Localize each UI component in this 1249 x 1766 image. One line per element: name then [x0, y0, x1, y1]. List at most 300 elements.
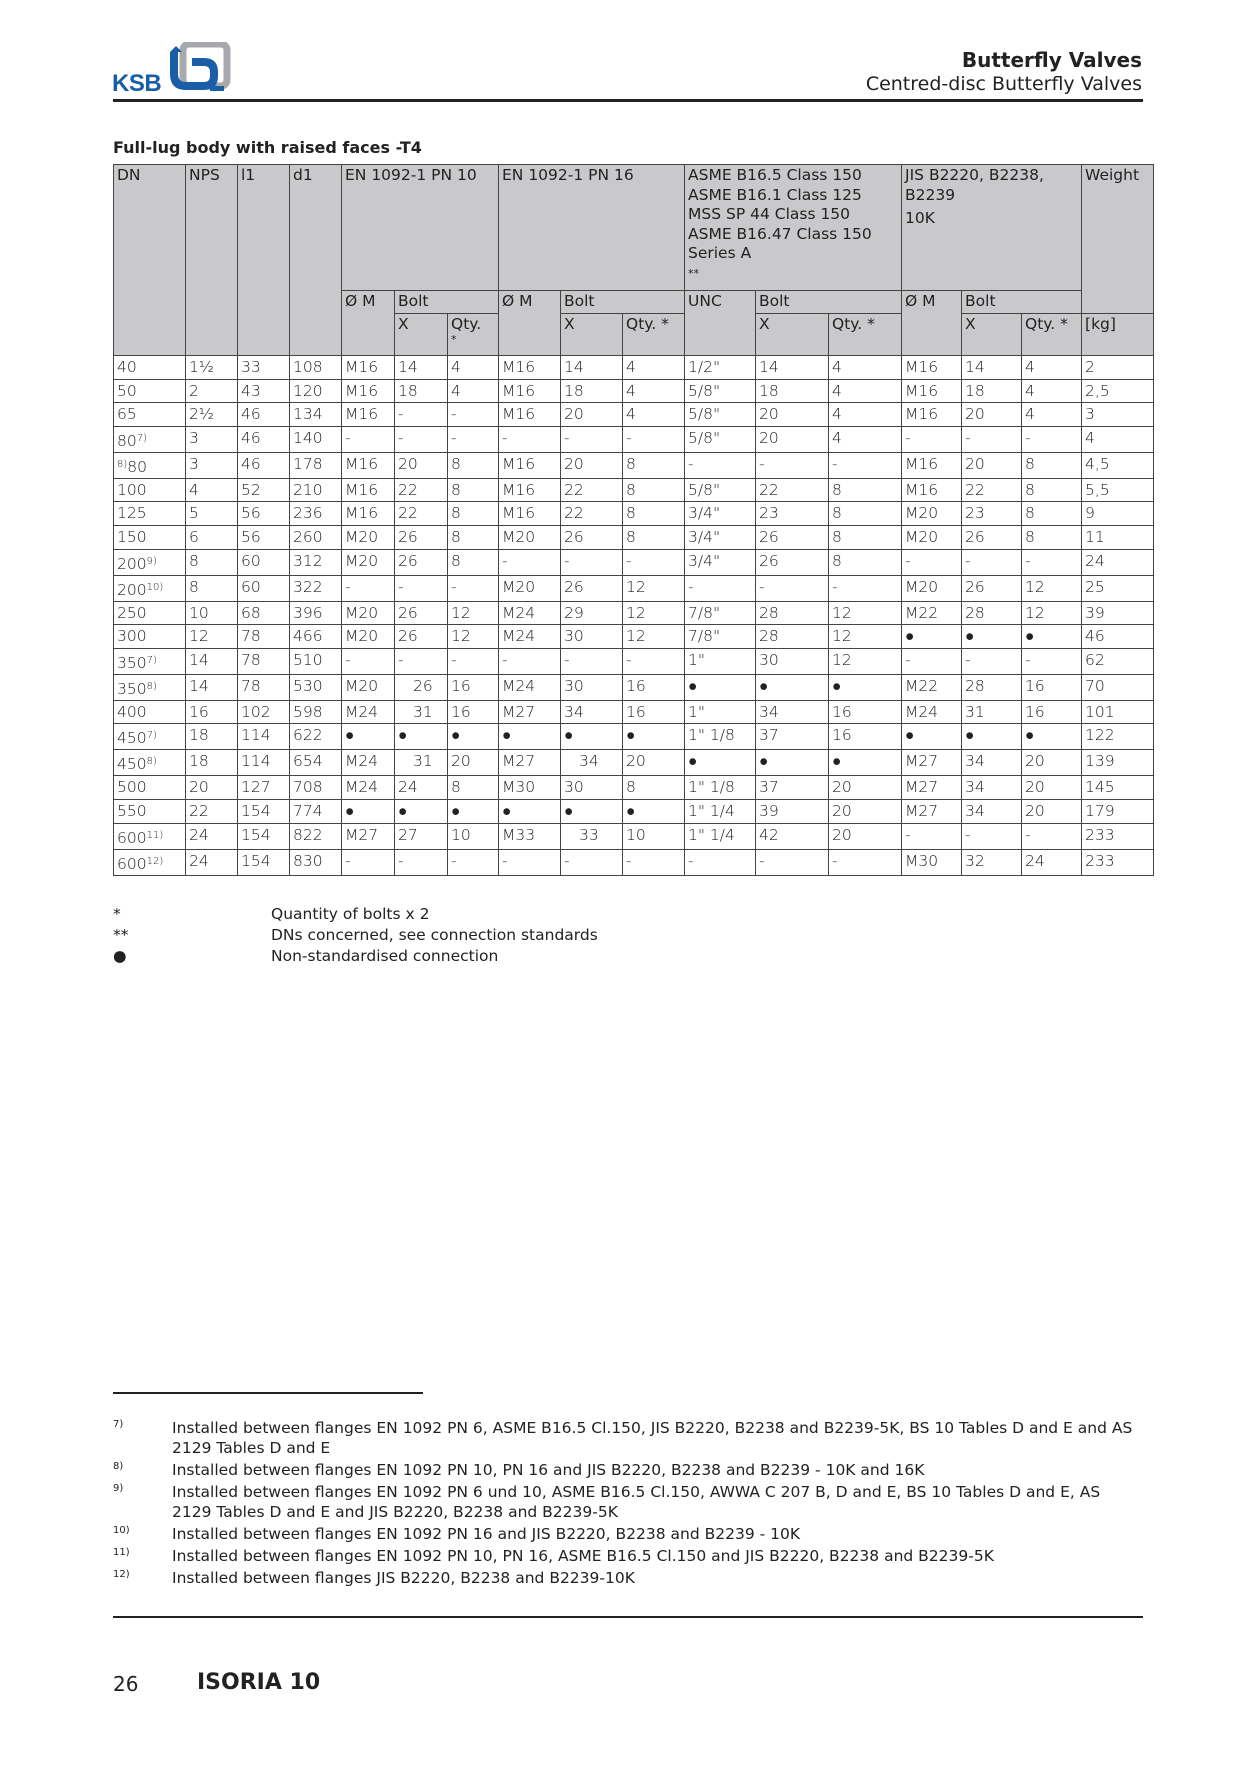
table-row — [114, 403, 1154, 427]
footnotes — [113, 1418, 1143, 1590]
cell-asme-qty: 4 — [829, 356, 902, 380]
cell-dn: 350$^{8)}$ — [114, 674, 186, 700]
cell-d1: 322 — [290, 575, 342, 601]
cell-pn10-x: 31 — [395, 700, 448, 724]
footnote — [113, 1418, 1143, 1458]
cell-asme-x: 22 — [756, 478, 829, 502]
cell-pn16-qty: ● — [623, 799, 685, 823]
cell-dn: 65 — [114, 403, 186, 427]
cell-pn10-om: - — [342, 849, 395, 875]
cell-asme-unc: 1" 1/8 — [685, 724, 756, 750]
cell-jis-qty: 8 — [1022, 452, 1082, 478]
cell-l1: 78 — [238, 648, 290, 674]
cell-pn16-qty: 20 — [623, 750, 685, 776]
col-asme-bolt: Bolt — [756, 291, 902, 314]
cell-pn10-x: 27 — [395, 823, 448, 849]
col-d1: d1 — [290, 165, 342, 356]
cell-pn10-qty: 8 — [448, 549, 499, 575]
cell-asme-qty: 20 — [829, 823, 902, 849]
cell-pn16-om: M27 — [499, 700, 561, 724]
table-row — [114, 799, 1154, 823]
cell-asme-x: 26 — [756, 549, 829, 575]
col-pn16-qty: Qty. * — [623, 314, 685, 356]
table-row — [114, 750, 1154, 776]
qty-star: * — [451, 333, 457, 346]
cell-jis-om: M20 — [902, 502, 962, 526]
cell-pn10-qty: 16 — [448, 674, 499, 700]
footnote-ref: 11) — [146, 829, 164, 841]
footnote-text: Installed between flanges EN 1092 PN 16 and JIS B2220, B2238 and B2239 - 10K — [172, 1525, 801, 1543]
cell-d1: 830 — [290, 849, 342, 875]
cell-jis-om: M27 — [902, 750, 962, 776]
cell-dn: 150 — [114, 525, 186, 549]
cell-pn10-qty: ● — [448, 724, 499, 750]
cell-d1: 774 — [290, 799, 342, 823]
cell-asme-unc: 1" 1/4 — [685, 823, 756, 849]
cell-d1: 530 — [290, 674, 342, 700]
table-row — [114, 674, 1154, 700]
cell-nps: 3 — [186, 426, 238, 452]
cell-d1: 120 — [290, 379, 342, 403]
cell-pn10-om: M16 — [342, 379, 395, 403]
cell-nps: 3 — [186, 452, 238, 478]
cell-jis-om: - — [902, 549, 962, 575]
cell-asme-x: - — [756, 452, 829, 478]
cell-pn16-x: 33 — [561, 823, 623, 849]
cell-jis-x: 14 — [962, 356, 1022, 380]
col-pn10-om: Ø M — [342, 291, 395, 356]
header-row-1 — [114, 165, 1154, 291]
cell-jis-x: 28 — [962, 674, 1022, 700]
cell-nps: 4 — [186, 478, 238, 502]
cell-l1: 60 — [238, 549, 290, 575]
cell-asme-unc: 1" — [685, 700, 756, 724]
cell-jis-qty: 8 — [1022, 502, 1082, 526]
cell-l1: 78 — [238, 625, 290, 649]
cell-pn10-om: ● — [342, 724, 395, 750]
header-title: Butterfly Valves — [961, 48, 1142, 72]
cell-dn: 350$^{7)}$ — [114, 648, 186, 674]
cell-d1: 622 — [290, 724, 342, 750]
header-divider — [113, 99, 1143, 102]
cell-asme-qty: 20 — [829, 799, 902, 823]
cell-jis-x: 32 — [962, 849, 1022, 875]
col-jis-bolt: Bolt — [962, 291, 1082, 314]
cell-d1: 822 — [290, 823, 342, 849]
cell-jis-om: - — [902, 648, 962, 674]
col-dn: DN — [114, 165, 186, 356]
cell-pn16-om: M33 — [499, 823, 561, 849]
cell-jis-x: 26 — [962, 575, 1022, 601]
cell-pn16-om: M16 — [499, 502, 561, 526]
cell-pn16-om: M30 — [499, 776, 561, 800]
cell-pn16-om: ● — [499, 799, 561, 823]
footnote-number: 9) — [113, 1483, 124, 1494]
cell-asme-unc: 1" — [685, 648, 756, 674]
cell-pn16-qty: 12 — [623, 575, 685, 601]
cell-dn: 450$^{8)}$ — [114, 750, 186, 776]
cell-asme-x: 34 — [756, 700, 829, 724]
table-row — [114, 776, 1154, 800]
cell-pn10-qty: - — [448, 575, 499, 601]
table-body — [114, 356, 1154, 876]
cell-pn10-om: M16 — [342, 403, 395, 427]
cell-jis-x: 34 — [962, 776, 1022, 800]
cell-d1: 178 — [290, 452, 342, 478]
cell-pn10-om: M24 — [342, 700, 395, 724]
cell-asme-x: 20 — [756, 426, 829, 452]
cell-l1: 60 — [238, 575, 290, 601]
cell-jis-x: 23 — [962, 502, 1022, 526]
col-en-pn10: EN 1092-1 PN 10 — [342, 165, 499, 291]
cell-weight: 70 — [1082, 674, 1154, 700]
cell-weight: 25 — [1082, 575, 1154, 601]
cell-weight: 9 — [1082, 502, 1154, 526]
col-pn16-x: X — [561, 314, 623, 356]
cell-pn10-om: M20 — [342, 525, 395, 549]
cell-dn: 450$^{7)}$ — [114, 724, 186, 750]
ksb-logo — [112, 42, 237, 97]
cell-l1: 114 — [238, 724, 290, 750]
cell-pn16-x: 30 — [561, 625, 623, 649]
cell-pn16-x: 22 — [561, 478, 623, 502]
cell-asme-qty: 12 — [829, 648, 902, 674]
legend-symbol: * — [113, 905, 121, 923]
cell-weight: 24 — [1082, 549, 1154, 575]
cell-nps: 18 — [186, 724, 238, 750]
cell-asme-qty: 8 — [829, 502, 902, 526]
col-asme-unc: UNC — [685, 291, 756, 356]
cell-pn16-om: - — [499, 549, 561, 575]
cell-pn10-om: M20 — [342, 549, 395, 575]
legend-symbol: ** — [113, 926, 129, 944]
cell-weight: 233 — [1082, 823, 1154, 849]
cell-pn10-om: M20 — [342, 625, 395, 649]
cell-pn16-qty: 8 — [623, 478, 685, 502]
page-header — [866, 48, 1142, 96]
cell-pn10-qty: 16 — [448, 700, 499, 724]
cell-pn10-qty: 8 — [448, 525, 499, 549]
cell-pn10-om: ● — [342, 799, 395, 823]
cell-pn10-x: 26 — [395, 549, 448, 575]
cell-pn16-om: - — [499, 426, 561, 452]
cell-weight: 3 — [1082, 403, 1154, 427]
cell-pn16-x: - — [561, 648, 623, 674]
cell-asme-qty: 8 — [829, 478, 902, 502]
cell-jis-qty: 4 — [1022, 356, 1082, 380]
table-row — [114, 575, 1154, 601]
cell-d1: 598 — [290, 700, 342, 724]
footnote-ref: 8) — [117, 458, 128, 470]
cell-l1: 33 — [238, 356, 290, 380]
footnote-ref: 7) — [136, 432, 147, 444]
cell-dn: 200$^{10)}$ — [114, 575, 186, 601]
cell-pn16-x: 22 — [561, 502, 623, 526]
cell-d1: 260 — [290, 525, 342, 549]
cell-pn16-x: 34 — [561, 700, 623, 724]
cell-nps: 22 — [186, 799, 238, 823]
cell-pn16-om: M24 — [499, 625, 561, 649]
cell-pn16-x: 29 — [561, 601, 623, 625]
cell-asme-x: 14 — [756, 356, 829, 380]
cell-jis-x: ● — [962, 625, 1022, 649]
cell-pn16-qty: 8 — [623, 776, 685, 800]
cell-pn16-qty: 4 — [623, 379, 685, 403]
cell-asme-x: ● — [756, 674, 829, 700]
cell-pn10-om: - — [342, 648, 395, 674]
cell-weight: 5,5 — [1082, 478, 1154, 502]
legend-text: Non-standardised connection — [271, 947, 499, 965]
cell-pn16-x: ● — [561, 724, 623, 750]
cell-dn: 80$^{7)}$ — [114, 426, 186, 452]
cell-l1: 46 — [238, 452, 290, 478]
cell-pn16-om: M27 — [499, 750, 561, 776]
cell-pn10-qty: 8 — [448, 502, 499, 526]
cell-pn16-x: 34 — [561, 750, 623, 776]
page-number: 26 — [113, 1672, 139, 1696]
cell-pn16-x: 20 — [561, 403, 623, 427]
cell-pn10-x: 26 — [395, 601, 448, 625]
cell-pn10-om: M24 — [342, 750, 395, 776]
cell-pn16-qty: - — [623, 648, 685, 674]
cell-pn10-x: - — [395, 849, 448, 875]
cell-pn10-om: M27 — [342, 823, 395, 849]
legend-text: DNs concerned, see connection standards — [271, 926, 598, 944]
cell-pn16-om: M16 — [499, 356, 561, 380]
cell-nps: 24 — [186, 849, 238, 875]
table-row — [114, 502, 1154, 526]
cell-jis-qty: - — [1022, 549, 1082, 575]
cell-nps: 8 — [186, 575, 238, 601]
cell-d1: 210 — [290, 478, 342, 502]
cell-pn16-om: M16 — [499, 379, 561, 403]
cell-pn16-x: 26 — [561, 525, 623, 549]
footnote-ref: 7) — [146, 730, 157, 742]
cell-l1: 114 — [238, 750, 290, 776]
cell-pn16-x: - — [561, 549, 623, 575]
table-row — [114, 356, 1154, 380]
table-row — [114, 426, 1154, 452]
cell-d1: 396 — [290, 601, 342, 625]
cell-dn: 125 — [114, 502, 186, 526]
cell-weight: 46 — [1082, 625, 1154, 649]
legend-symbol: ● — [113, 947, 127, 965]
table-row — [114, 478, 1154, 502]
cell-nps: 10 — [186, 601, 238, 625]
cell-jis-qty: 20 — [1022, 750, 1082, 776]
footer-divider — [113, 1616, 1143, 1618]
cell-dn: 250 — [114, 601, 186, 625]
cell-asme-x: 30 — [756, 648, 829, 674]
cell-asme-x: 23 — [756, 502, 829, 526]
cell-jis-x: 31 — [962, 700, 1022, 724]
cell-nps: 14 — [186, 648, 238, 674]
table-title: Full-lug body with raised faces -T4 — [113, 138, 422, 157]
cell-pn10-qty: 8 — [448, 776, 499, 800]
col-asme-x: X — [756, 314, 829, 356]
cell-d1: 510 — [290, 648, 342, 674]
cell-pn16-om: - — [499, 648, 561, 674]
cell-d1: 134 — [290, 403, 342, 427]
cell-jis-x: 34 — [962, 750, 1022, 776]
cell-dn: 550 — [114, 799, 186, 823]
cell-l1: 154 — [238, 849, 290, 875]
cell-pn10-x: 26 — [395, 674, 448, 700]
footnote-text: Installed between flanges EN 1092 PN 10, PN 16 and JIS B2220, B2238 and B2239 - 10K and 16K — [172, 1461, 925, 1479]
cell-jis-om: M16 — [902, 379, 962, 403]
footnote-text: Installed between flanges EN 1092 PN 6 und 10, ASME B16.5 Cl.150, AWWA C 207 B, D and E, BS 10 Tables D and E, AS 2129 Tables D and E and JIS B2220, B2238 and B2239-5K — [172, 1483, 1101, 1521]
cell-nps: 8 — [186, 549, 238, 575]
asme-line: ASME B16.5 Class 150 — [688, 166, 862, 184]
cell-pn10-x: - — [395, 403, 448, 427]
footnote — [113, 1482, 1143, 1522]
cell-jis-qty: ● — [1022, 724, 1082, 750]
cell-jis-om: ● — [902, 625, 962, 649]
cell-pn16-om: M16 — [499, 403, 561, 427]
table-row — [114, 648, 1154, 674]
footnote-number: 7) — [113, 1419, 124, 1430]
cell-l1: 154 — [238, 799, 290, 823]
cell-weight: 2 — [1082, 356, 1154, 380]
cell-pn10-om: M24 — [342, 776, 395, 800]
cell-l1: 154 — [238, 823, 290, 849]
cell-pn16-qty: 8 — [623, 452, 685, 478]
table-row — [114, 601, 1154, 625]
cell-jis-x: 20 — [962, 452, 1022, 478]
col-asme — [685, 165, 902, 291]
table-row — [114, 525, 1154, 549]
cell-pn10-x: 26 — [395, 625, 448, 649]
cell-d1: 236 — [290, 502, 342, 526]
cell-weight: 122 — [1082, 724, 1154, 750]
cell-jis-qty: - — [1022, 823, 1082, 849]
cell-pn10-om: - — [342, 575, 395, 601]
cell-l1: 52 — [238, 478, 290, 502]
footnote-text: Installed between flanges EN 1092 PN 6, ASME B16.5 Cl.150, JIS B2220, B2238 and B2239-5K, BS 10 Tables D and E and AS 2129 Tables D and E — [172, 1419, 1133, 1457]
col-pn16-om: Ø M — [499, 291, 561, 356]
cell-dn: 300 — [114, 625, 186, 649]
cell-jis-x: 34 — [962, 799, 1022, 823]
cell-pn10-x: - — [395, 575, 448, 601]
cell-jis-qty: 12 — [1022, 575, 1082, 601]
cell-jis-qty: 12 — [1022, 601, 1082, 625]
cell-jis-qty: - — [1022, 648, 1082, 674]
cell-nps: 20 — [186, 776, 238, 800]
col-asme-qty: Qty. * — [829, 314, 902, 356]
cell-pn16-om: M20 — [499, 525, 561, 549]
cell-weight: 101 — [1082, 700, 1154, 724]
cell-nps: 12 — [186, 625, 238, 649]
cell-pn10-om: M20 — [342, 601, 395, 625]
footnote-number: 10) — [113, 1525, 130, 1536]
table-row — [114, 849, 1154, 875]
col-weight-unit: [kg] — [1082, 314, 1154, 356]
cell-jis-qty: 20 — [1022, 799, 1082, 823]
cell-d1: 108 — [290, 356, 342, 380]
cell-asme-x: 37 — [756, 724, 829, 750]
cell-asme-x: 26 — [756, 525, 829, 549]
cell-pn16-qty: 4 — [623, 356, 685, 380]
cell-asme-qty: 4 — [829, 379, 902, 403]
col-weight: Weight — [1082, 165, 1154, 314]
cell-jis-x: 22 — [962, 478, 1022, 502]
cell-asme-unc: - — [685, 575, 756, 601]
footnote — [113, 1460, 1143, 1480]
cell-jis-om: - — [902, 426, 962, 452]
cell-asme-unc: 3/4" — [685, 525, 756, 549]
cell-asme-x: 42 — [756, 823, 829, 849]
cell-asme-qty: 12 — [829, 625, 902, 649]
cell-pn10-qty: ● — [448, 799, 499, 823]
cell-asme-unc: ● — [685, 674, 756, 700]
footnote — [113, 1524, 1143, 1544]
cell-pn10-qty: 4 — [448, 356, 499, 380]
cell-dn: 600$^{11)}$ — [114, 823, 186, 849]
cell-pn16-qty: 4 — [623, 403, 685, 427]
cell-pn16-qty: 12 — [623, 625, 685, 649]
cell-nps: 1½ — [186, 356, 238, 380]
footnote-text: Installed between flanges EN 1092 PN 10, PN 16, ASME B16.5 Cl.150 and JIS B2220, B2238 and B2239-5K — [172, 1547, 994, 1565]
cell-pn10-om: M16 — [342, 502, 395, 526]
cell-l1: 56 — [238, 502, 290, 526]
cell-jis-x: ● — [962, 724, 1022, 750]
footnote-ref: 8) — [146, 680, 157, 692]
cell-l1: 43 — [238, 379, 290, 403]
col-l1: l1 — [238, 165, 290, 356]
cell-asme-x: - — [756, 575, 829, 601]
cell-jis-qty: 8 — [1022, 478, 1082, 502]
table-row — [114, 549, 1154, 575]
col-pn16-bolt: Bolt — [561, 291, 685, 314]
jis-line: JIS B2220, B2238, B2239 — [905, 166, 1044, 204]
cell-l1: 56 — [238, 525, 290, 549]
header-subtitle: Centred-disc Butterfly Valves — [865, 73, 1142, 95]
cell-l1: 68 — [238, 601, 290, 625]
cell-asme-qty: 4 — [829, 426, 902, 452]
footnote-number: 11) — [113, 1547, 130, 1558]
cell-jis-om: M27 — [902, 799, 962, 823]
cell-pn10-x: ● — [395, 799, 448, 823]
cell-asme-unc: 3/4" — [685, 502, 756, 526]
footnote-ref: 9) — [146, 555, 157, 567]
cell-nps: 24 — [186, 823, 238, 849]
cell-pn10-om: M16 — [342, 478, 395, 502]
cell-dn: 600$^{12)}$ — [114, 849, 186, 875]
cell-jis-om: M16 — [902, 452, 962, 478]
cell-pn10-x: 20 — [395, 452, 448, 478]
cell-pn16-om: M24 — [499, 601, 561, 625]
cell-dn: 50 — [114, 379, 186, 403]
footnote-ref: 7) — [146, 654, 157, 666]
legend — [113, 904, 598, 967]
cell-jis-qty: 4 — [1022, 403, 1082, 427]
cell-asme-qty: ● — [829, 674, 902, 700]
col-pn10-bolt: Bolt — [395, 291, 499, 314]
cell-asme-x: 28 — [756, 601, 829, 625]
footnote-ref: 8) — [146, 756, 157, 768]
cell-pn10-x: 18 — [395, 379, 448, 403]
cell-pn10-qty: 8 — [448, 452, 499, 478]
col-jis-qty: Qty. * — [1022, 314, 1082, 356]
cell-pn10-qty: 8 — [448, 478, 499, 502]
cell-weight: 4,5 — [1082, 452, 1154, 478]
legend-item — [113, 904, 598, 925]
cell-pn10-qty: - — [448, 849, 499, 875]
cell-l1: 46 — [238, 403, 290, 427]
table-row — [114, 452, 1154, 478]
cell-pn10-om: M20 — [342, 674, 395, 700]
cell-pn16-qty: - — [623, 849, 685, 875]
